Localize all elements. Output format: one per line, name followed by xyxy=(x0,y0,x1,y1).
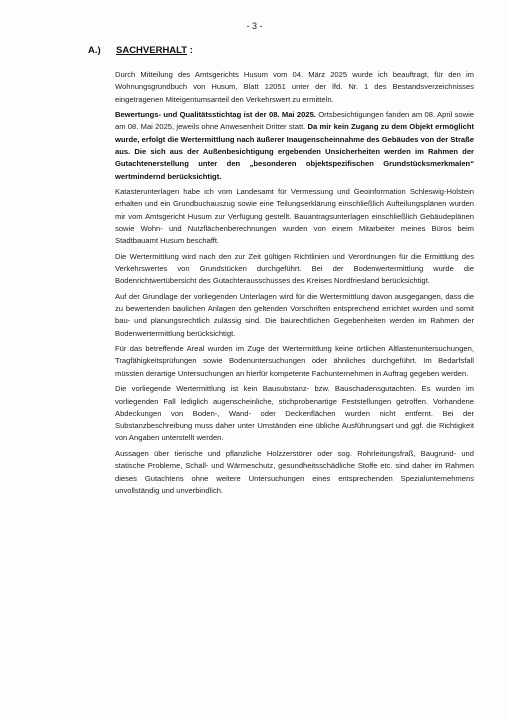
section-title-colon: : xyxy=(187,45,193,56)
paragraph-text: Die Wertermittlung wird nach den zur Zeit gültigen Richtlinien und Verordnungen für die Ermittlung des Verkehrswertes von Grundstücken durchgeführt. Bei der Bodenwertermittlung wurde die Bodenrichtwertübersicht des Gutachterausschusses des Kreises Nordfriesland berücksichtigt. xyxy=(115,251,474,286)
section-body xyxy=(115,69,474,500)
paragraph-text: Für das betreffende Areal wurden im Zuge der Wertermittlung keine örtlichen Altlastenuntersuchungen, Tragfähigkeitsprüfungen sowie Bodenuntersuchungen oder ähnliches durchgeführt. Im Bedarfsfall müssten derartige Untersuchungen an hierfür kompetente Fachunternehmen in Auftrag gegeben werden. xyxy=(115,344,474,378)
paragraph-text-bold: Bewertungs- und Qualitätsstichtag ist der 08. Mai 2025. xyxy=(115,110,316,120)
paragraph-text: Auf der Grundlage der vorliegenden Unterlagen wird für die Wertermittlung davon ausgegangen, dass die zu bewertenden baulichen Anlagen den geltenden Vorschriften entsprechend errichtet wurden und somit bau- und planungsrechtlich zulässig sind. Die baurechtlichen Gegebenheiten werden im Rahmen der Bodenwertermittlung berücksichtigt. xyxy=(115,291,474,338)
paragraph xyxy=(115,109,474,183)
paragraph-text: Die vorliegende Wertermittlung ist kein Bausubstanz- bzw. Bauschadensgutachten. Es wurden im vorliegenden Fall lediglich augenscheinliche, stichprobenartige Feststellungen getroffen. Vorhandene Abdeckungen von Boden-, Wand- oder Deckenflächen wurden nicht entfernt. Bei der Substanzbeschreibung muss daher unter Umständen eine übliche Ausführungsart und ggf. die Richtigkeit von Angaben unterstellt werden. xyxy=(115,384,474,443)
paragraph-text: Ortsbesichtigungen fanden am 08. April sowie am 08. Mai 2025, jeweils ohne Anwesenheit Dritter statt. xyxy=(115,110,474,132)
section-number: A.) xyxy=(88,45,101,56)
page-number: - 3 - xyxy=(246,21,263,31)
paragraph xyxy=(115,186,474,247)
paragraph xyxy=(115,69,474,106)
paragraph xyxy=(115,343,474,380)
paragraph-text: Katasterunterlagen habe ich vom Landesamt für Vermessung und Geoinformation Schleswig-Holstein erhalten und ein Grundbuchauszug sowie eine Teilungserklärung einschließlich Aufteilungsplänen wurden mir vom Amtsgericht Husum zur Verfügung gestellt. Bauantragsunterlagen einschließlich Gebäudeplänen sowie Wohn- und Nutzflächenberechnungen wurden von einem Mitarbeiter meines Büros beim Stadtbauamt Husum beschafft. xyxy=(115,187,474,246)
paragraph xyxy=(115,383,474,444)
section-title: SACHVERHALT xyxy=(116,45,188,56)
paragraph-text: Durch Mitteilung des Amtsgerichts Husum vom 04. März 2025 wurde ich beauftragt, für den im Wohnungsgrundbuch von Husum, Blatt 12051 unter der lfd. Nr. 1 des Bestandsverzeichnisses eingetragenen Miteigentumsanteil den Verkehrswert zu ermitteln. xyxy=(115,70,474,104)
paragraph-text: Aussagen über tierische und pflanzliche Holzzerstörer oder sog. Rohrleitungsfraß, Baugrund- und statische Probleme, Schall- und Wärmeschutz, gesundheitsschädliche Stoffe etc. sind daher im Rahmen dieses Gutachtens ohne weitere Untersuchungen eines entsprechenden Spezialunternehmens unvollständig und unverbindlich. xyxy=(115,448,474,495)
paragraph xyxy=(115,291,474,340)
section-heading xyxy=(88,45,193,56)
paragraph xyxy=(115,251,474,288)
paragraph-text-bold: Da mir kein Zugang zu dem Objekt ermöglicht wurde, erfolgt die Wertermittlung nach äußerer Inaugenscheinnahme des Gebäudes von der Straße aus. Die sich aus der Außenbesichtigung ergebenden Unsicherheiten werden im Rahmen der Gutachtenerstellung unter den „besonderen objektspezifischen Grundstücksmerkmalen“ wertmindernd berücksichtigt. xyxy=(115,122,474,181)
paragraph xyxy=(115,448,474,497)
